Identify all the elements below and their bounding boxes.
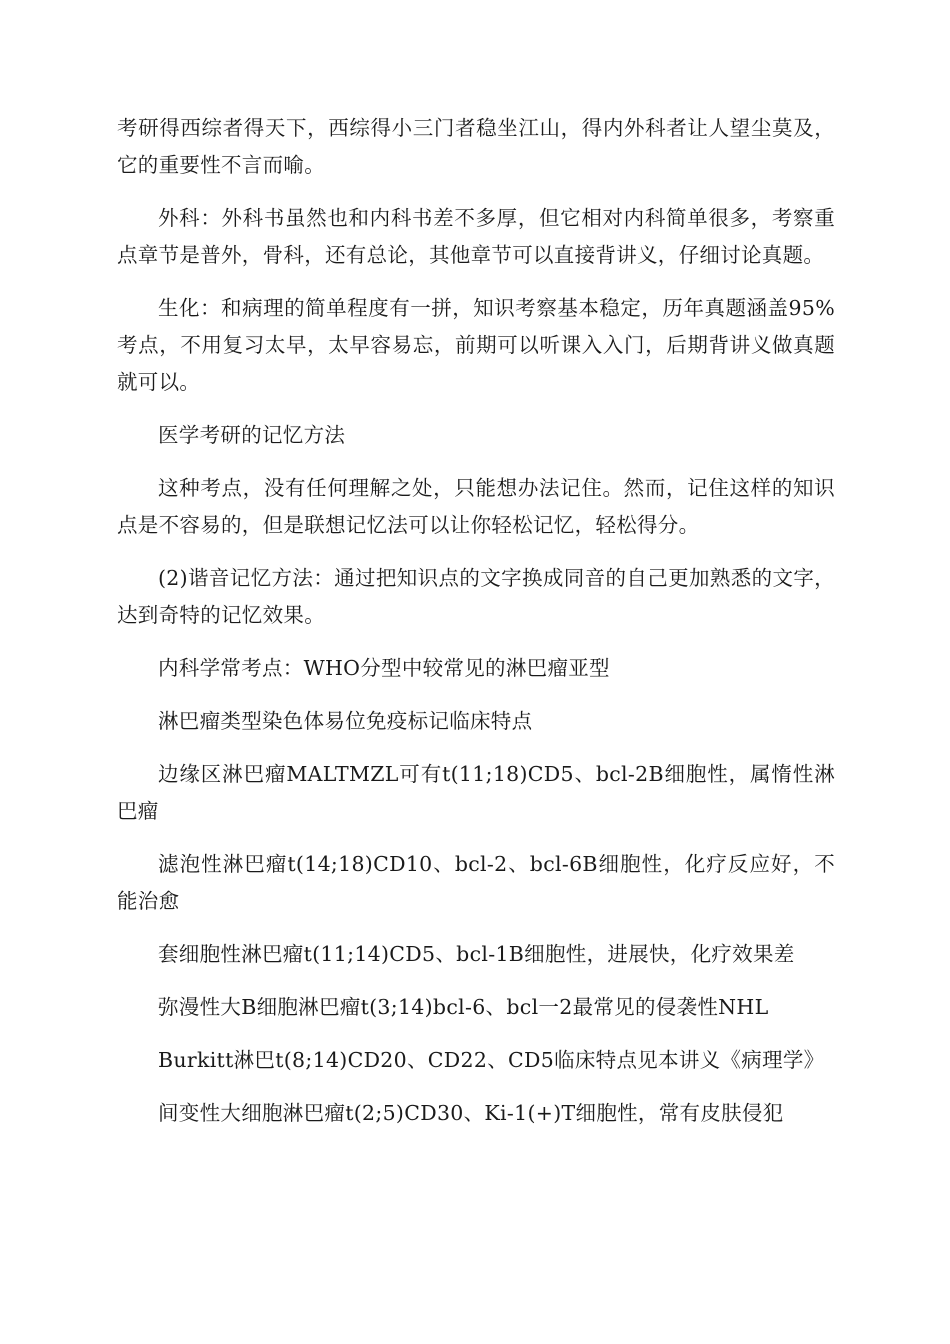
paragraph-burkitt-lymphoma: Burkitt淋巴t(8;14)CD20、CD22、CD5临床特点见本讲义《病理学》	[158, 1048, 825, 1072]
paragraph-surgery: 外科：外科书虽然也和内科书差不多厚，但它相对内科简单很多，考察重点章节是普外，骨科，还有总论，其他章节可以直接背讲义，仔细讨论真题。	[117, 206, 835, 267]
paragraph-biochemistry: 生化：和病理的简单程度有一拼，知识考察基本稳定，历年真题涵盖95%考点，不用复习太早，太早容易忘，前期可以听课入入门，后期背讲义做真题就可以。	[117, 296, 835, 394]
paragraph-internal-medicine-topic: 内科学常考点：WHO分型中较常见的淋巴瘤亚型	[158, 656, 610, 680]
paragraph-mantle-cell-lymphoma: 套细胞性淋巴瘤t(11;14)CD5、bcl-1B细胞性，进展快，化疗效果差	[158, 942, 795, 966]
paragraph-lymphoma-table-header: 淋巴瘤类型染色体易位免疫标记临床特点	[158, 709, 533, 733]
paragraph-diffuse-large-b-cell-lymphoma: 弥漫性大B细胞淋巴瘤t(3;14)bcl-6、bcl一2最常见的侵袭性NHL	[158, 995, 769, 1019]
paragraph-marginal-zone-lymphoma: 边缘区淋巴瘤MALTMZL可有t(11;18)CD5、bcl-2B细胞性，属惰性淋巴瘤	[117, 762, 835, 823]
section-heading-memory-methods: 医学考研的记忆方法	[158, 423, 346, 447]
document-body	[117, 110, 835, 1148]
paragraph-homophone-memory: (2)谐音记忆方法：通过把知识点的文字换成同音的自己更加熟悉的文字，达到奇特的记忆效果。	[117, 566, 835, 627]
paragraph-intro: 考研得西综者得天下，西综得小三门者稳坐江山，得内外科者让人望尘莫及，它的重要性不言而喻。	[117, 116, 835, 177]
paragraph-follicular-lymphoma: 滤泡性淋巴瘤t(14;18)CD10、bcl-2、bcl-6B细胞性，化疗反应好，不能治愈	[117, 852, 835, 913]
paragraph-anaplastic-large-cell-lymphoma: 间变性大细胞淋巴瘤t(2;5)CD30、Ki-1(+)T细胞性，常有皮肤侵犯	[158, 1101, 784, 1125]
paragraph-association-memory: 这种考点，没有任何理解之处，只能想办法记住。然而，记住这样的知识点是不容易的，但是联想记忆法可以让你轻松记忆，轻松得分。	[117, 476, 835, 537]
